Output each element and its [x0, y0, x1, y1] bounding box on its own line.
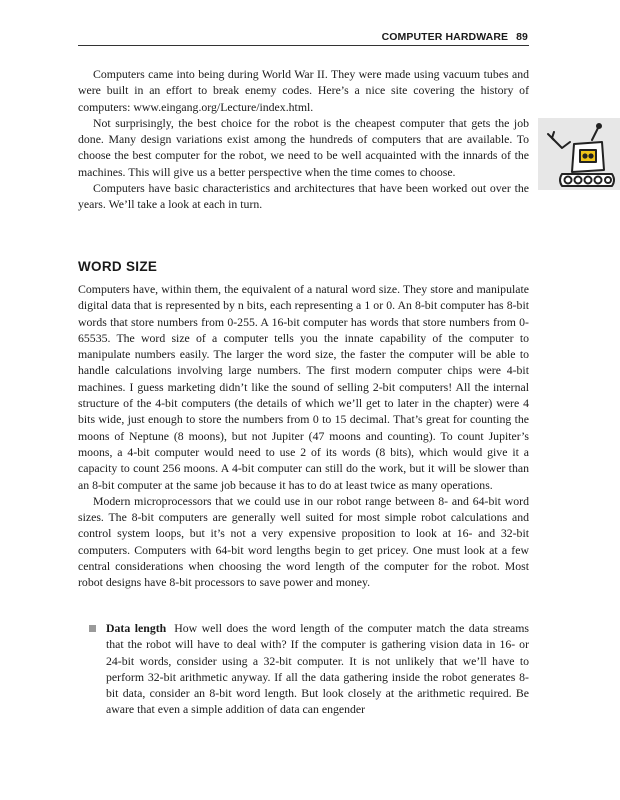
section-heading-word-size: WORD SIZE	[78, 259, 158, 274]
robot-icon	[538, 118, 620, 190]
intro-paragraph-3: Computers have basic characteristics and architectures that have been worked out over the years. We’ll take a look at each in turn.	[78, 181, 529, 212]
square-bullet-icon	[89, 625, 96, 632]
page-number: 89	[516, 31, 528, 43]
word-size-paragraph-1: Computers have, within them, the equivalent of a natural word size. They store and manipulate digital data that is represented by n bits, each representing a 1 or 0. An 8-bit computer has 8-bit words that store numbers from 0-255. A 16-bit computer has words that store numbers from 0-65535. The word size of a computer tells you the innate capability of the computer to manipulate numbers easily. The larger the word size, the faster the computer will be able to handle calculations involving large numbers. The first modern computer chips were 4-bit machines. I guess marketing didn’t like the sound of selling 2-bit computers! All the internal structure of the 4-bit computers (the details of which we’ll get to later in the chapter) were 4 bits wide, just enough to store the numbers from 0 to 15 decimal. That’s great for counting the moons of Neptune (8 moons), but not Jupiter (47 moons and counting). To count Jupiter’s moons, a 4-bit computer would need to use 2 of its words (8 bits), which would give it a capacity to count 256 moons. A 4-bit computer can still do the work, but it will be slower than an 8-bit computer at the same job because it has to do at least twice as many operations.	[78, 282, 529, 492]
consideration-list	[88, 620, 529, 718]
word-size-paragraph-2: Modern microprocessors that we could use in our robot range between 8- and 64-bit word sizes. The 8-bit computers are generally well suited for most simple robot calculations and control system loops, but it’s not a very expensive proposition to look at 16- and 32-bit computers. Computers with 64-bit word lengths begin to get pricey. One must look at a few central considerations when choosing the word length of the computer for the robot. Most robot designs have 8-bit processors to save power and money.	[78, 493, 529, 590]
list-item	[88, 620, 529, 718]
intro-paragraph-2: Not surprisingly, the best choice for the robot is the cheapest computer that gets the job done. Many design variations exist among the hundreds of computers that are available. To choose the best computer for the robot, we need to be well acquainted with the innards of the machines. This will give us a better perspective when the time comes to choose.	[78, 115, 529, 179]
bullet-text: How well does the word length of the computer match the data streams that the robot will have to deal with? If the computer is gathering vision data in 16- or 24-bit words, consider using a 32-bit computer. It is not unlikely that we’ll have to perform 32-bit arithmetic anyway. If all the data gathering inside the robot generates 8-bit data, consider an 8-bit word length. But look closely at the arithmetic required. Be aware that even a simple addition of data can engender	[106, 621, 529, 717]
bullet-term: Data length	[106, 621, 167, 635]
header-rule	[78, 45, 529, 46]
running-head-title: COMPUTER HARDWARE	[381, 31, 509, 43]
intro-text	[78, 66, 529, 213]
intro-paragraph-1: Computers came into being during World War II. They were made using vacuum tubes and were built in an effort to break enemy codes. Here’s a nice site covering the history of computers: www.eingang.org/Lecture/index.html.	[78, 67, 529, 114]
word-size-text	[78, 281, 529, 591]
robot-icon-graphic	[538, 118, 620, 190]
running-head	[78, 31, 528, 45]
